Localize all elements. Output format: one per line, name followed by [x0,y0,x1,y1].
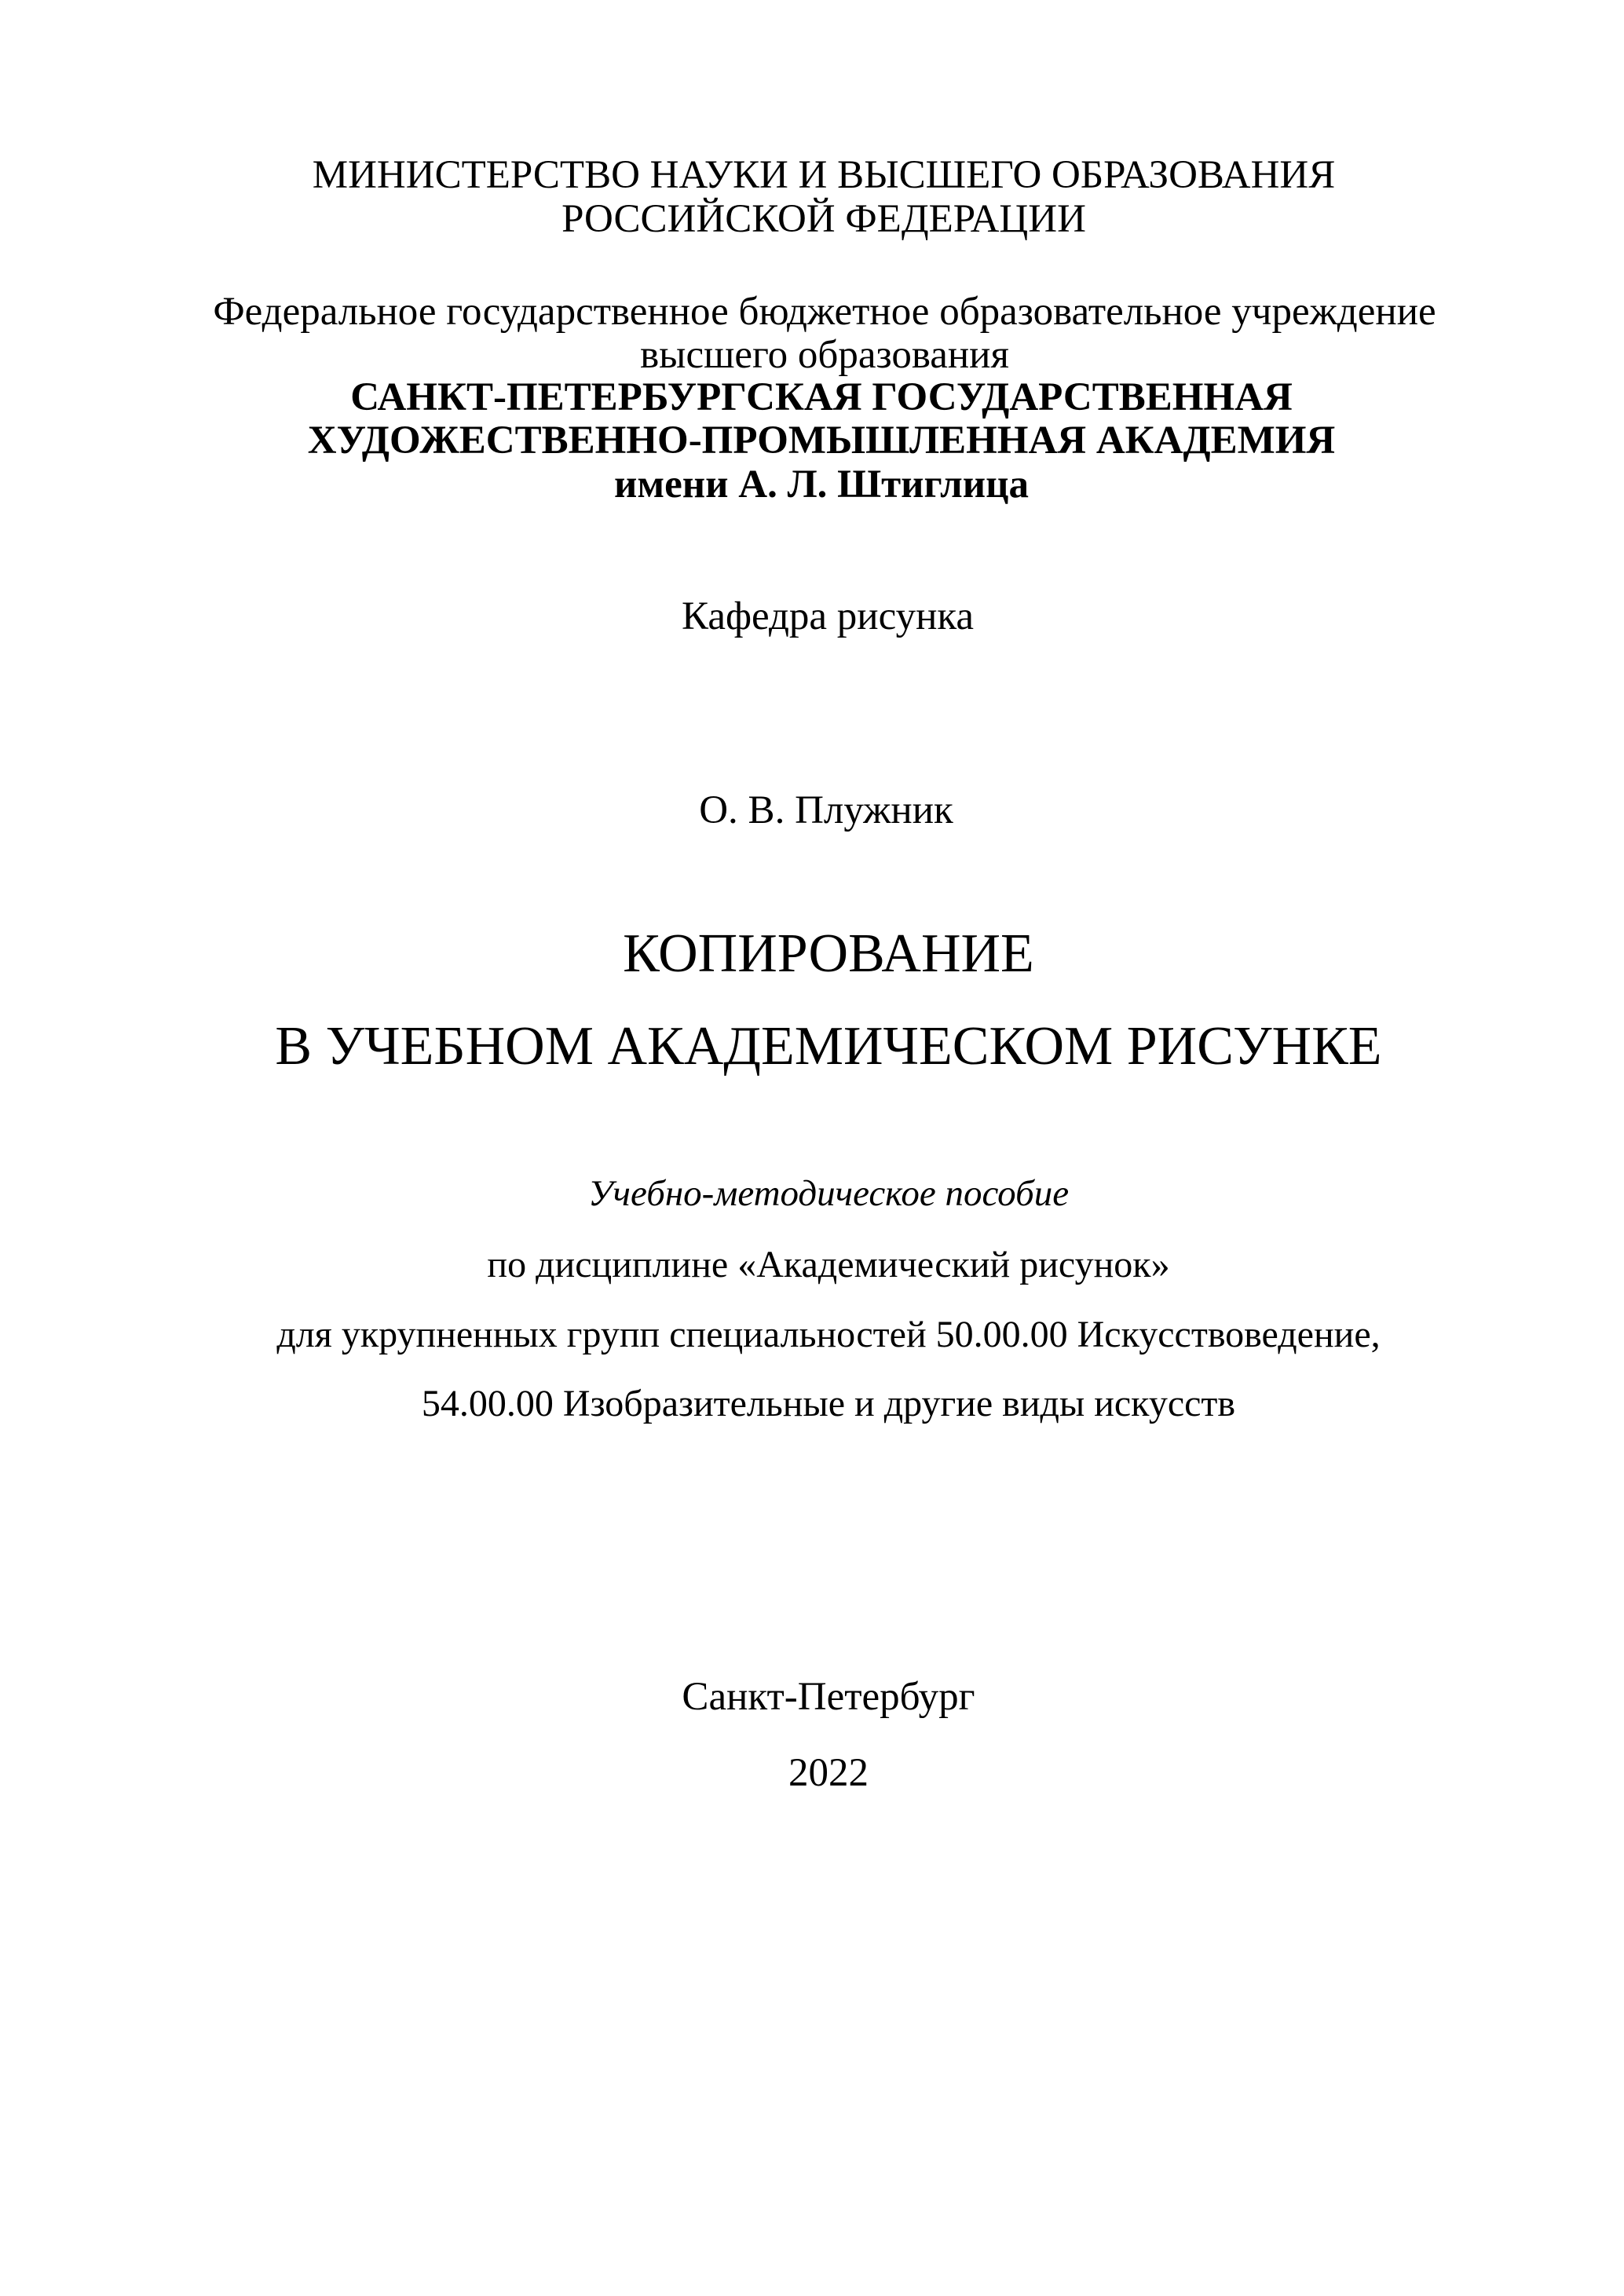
author: О. В. Плужник [699,788,953,832]
institution-type-line-2: высшего образования [640,333,1009,377]
ministry-line-2: РОССИЙСКОЙ ФЕДЕРАЦИИ [561,197,1086,241]
description-line-2: для укрупненных групп специальностей 50.00.00 Искусствоведение, [276,1314,1381,1355]
page-title-line-1: КОПИРОВАНИЕ [623,923,1034,984]
institution-name-line-2: ХУДОЖЕСТВЕННО-ПРОМЫШЛЕННАЯ АКАДЕМИЯ [307,419,1336,462]
publication-year: 2022 [788,1751,869,1795]
institution-type-line-1: Федеральное государственное бюджетное образовательное учреждение [213,290,1436,334]
institution-name-line-1: САНКТ-ПЕТЕРБУРГСКАЯ ГОСУДАРСТВЕННАЯ [350,375,1293,419]
institution-name-line-3: имени А. Л. Штиглица [613,462,1029,506]
page-title-line-2: В УЧЕБНОМ АКАДЕМИЧЕСКОМ РИСУНКЕ [275,1016,1382,1077]
description-line-3: 54.00.00 Изобразительные и другие виды искусств [421,1383,1236,1424]
department: Кафедра рисунка [681,594,975,638]
ministry-line-1: МИНИСТЕРСТВО НАУКИ И ВЫСШЕГО ОБРАЗОВАНИЯ [312,153,1336,197]
publication-type: Учебно-методическое пособие [587,1173,1070,1214]
publication-city: Санкт-Петербург [682,1675,975,1719]
description-line-1: по дисциплине «Академический рисунок» [487,1244,1170,1285]
